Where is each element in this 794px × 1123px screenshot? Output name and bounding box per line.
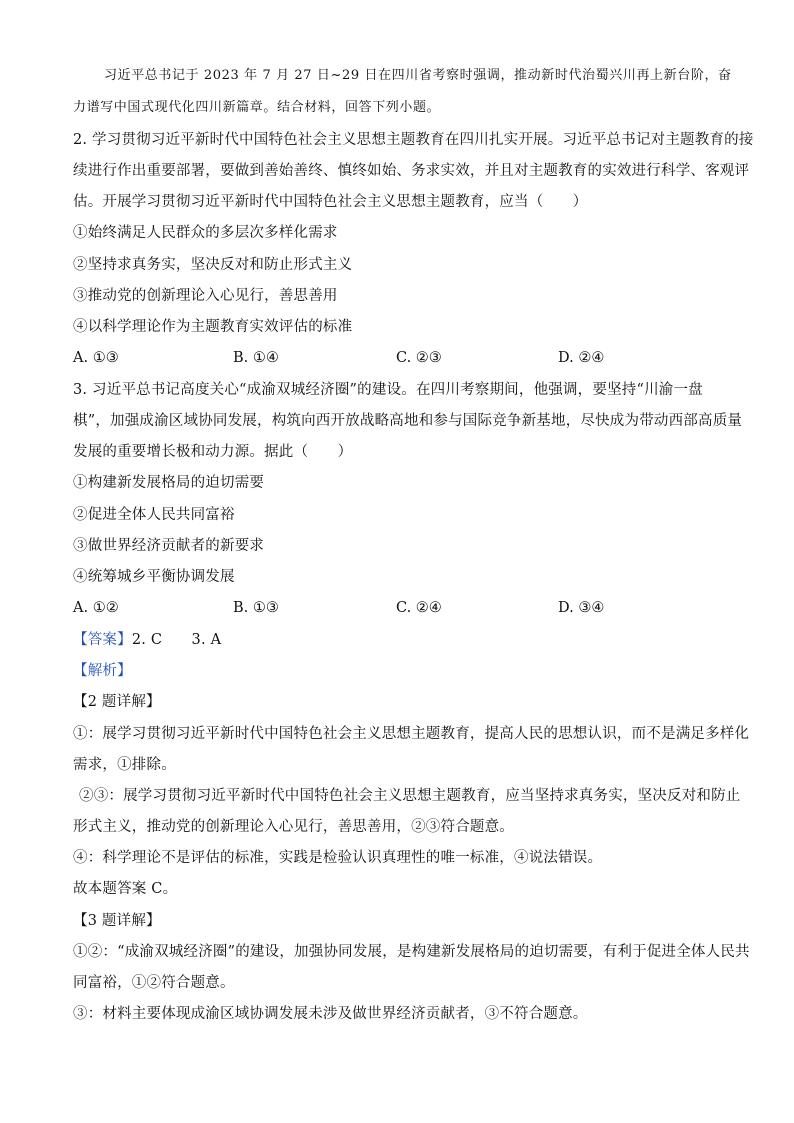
q3-choice-b: B. ①③	[233, 600, 279, 616]
q3-stem-line-2: 棋”，加强成渝区域协同发展，构筑向西开放战略高地和参与国际竞争新基地，尽快成为带动西部高质量	[73, 413, 743, 429]
q3-stem-line-3: 发展的重要增长极和动力源。据此（ ）	[73, 444, 353, 460]
q3-detail-line-3: ③：材料主要体现成渝区域协调发展未涉及做世界经济贡献者，③不符合题意。	[73, 1006, 588, 1022]
q2-choice-d: D. ②④	[558, 350, 605, 366]
q2-detail-line-3: ②③：展学习贯彻习近平新时代中国特色社会主义思想主题教育，应当坚持求真务实，坚决反对和防止	[79, 788, 741, 804]
q3-choice-c: C. ②④	[396, 600, 442, 616]
q2-stem-line-2: 续进行作出重要部署，要做到善始善终、慎终如始、务求实效，并且对主题教育的实效进行科学、客观评	[73, 163, 750, 179]
q2-stem-line-1: 2. 学习贯彻习近平新时代中国特色社会主义思想主题教育在四川扎实开展。习近平总书记对主题教育的接	[73, 132, 754, 148]
q3-choice-d: D. ③④	[558, 600, 605, 616]
q2-detail-line-5: ④：科学理论不是评估的标准，实践是检验认识真理性的唯一标准，④说法错误。	[73, 850, 603, 866]
q2-detail-line-1: ①：展学习贯彻习近平新时代中国特色社会主义思想主题教育，提高人民的思想认识，而不是满足多样化	[73, 726, 750, 742]
answer-text: 2. C 3. A	[131, 632, 222, 648]
answer-line	[73, 630, 733, 650]
q2-detail-line-2: 需求，①排除。	[73, 757, 176, 773]
q2-detail-line-4: 形式主义，推动党的创新理论入心见行，善思善用，②③符合题意。	[73, 819, 514, 835]
q3-choice-a: A. ①②	[73, 600, 119, 616]
q3-detail-header: 【3 题详解】	[73, 913, 161, 929]
q3-item-3: ③做世界经济贡献者的新要求	[73, 538, 265, 554]
answer-label: 【答案】	[73, 632, 132, 648]
q2-choice-c: C. ②③	[396, 350, 442, 366]
q2-detail-conclusion: 故本题答案 C。	[73, 881, 178, 897]
q2-choice-b: B. ①④	[233, 350, 279, 366]
q2-item-2: ②坚持求真务实，坚决反对和防止形式主义	[73, 257, 353, 273]
intro-line-1: 习近平总书记于 2023 年 7 月 27 日~29 日在四川省考察时强调，推动新时代治蜀兴川再上新台阶，奋	[104, 68, 732, 83]
q2-stem-line-3: 估。开展学习贯彻习近平新时代中国特色社会主义思想主题教育，应当（ ）	[73, 194, 588, 210]
q3-item-4: ④统筹城乡平衡协调发展	[73, 569, 235, 585]
q2-item-1: ①始终满足人民群众的多层次多样化需求	[73, 225, 338, 241]
q2-item-3: ③推动党的创新理论入心见行，善思善用	[73, 288, 338, 304]
q3-detail-line-2: 同富裕，①②符合题意。	[73, 975, 235, 991]
q3-stem-line-1: 3. 习近平总书记高度关心“成渝双城经济圈”的建设。在四川考察期间，他强调，要坚持“川渝一盘	[73, 382, 703, 398]
q3-item-1: ①构建新发展格局的迫切需要	[73, 475, 265, 491]
analysis-label: 【解析】	[73, 663, 132, 679]
q2-choice-a: A. ①③	[73, 350, 119, 366]
q2-detail-header: 【2 题详解】	[73, 694, 161, 710]
intro-line-2: 力谱写中国式现代化四川新篇章。结合材料，回答下列小题。	[73, 100, 441, 115]
q3-item-2: ②促进全体人民共同富裕	[73, 507, 235, 523]
q3-detail-line-1: ①②：“成渝双城经济圈”的建设，加强协同发展，是构建新发展格局的迫切需要，有利于促进全体人民共	[73, 944, 750, 960]
q2-item-4: ④以科学理论作为主题教育实效评估的标准	[73, 319, 353, 335]
